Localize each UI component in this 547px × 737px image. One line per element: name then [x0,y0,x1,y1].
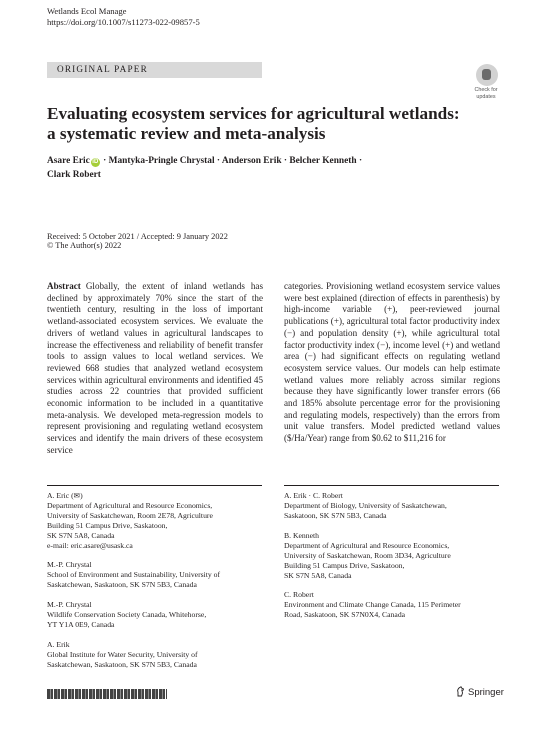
affiliation-line: B. Kenneth [284,531,320,540]
abstract-left-text: Globally, the extent of inland wetlands has declined by approximately 70% since the start of the twentieth century, resulting in the loss of important wetland-associated ecosystem services. We evaluate the drivers of wetland values in agricultural landscapes to increase the effectiveness and reliability of benefit transfer tools to assign values to local wetland services. We reviewed 668 studies that analyzed wetland ecosystem services within agricultural environments and identified 45 studies across 22 countries that provided sufficient economic information to be included in a quantitative meta-analysis. We developed meta-regression models to represent provisioning and regulating wetland ecosystem services and identify the main drivers of these ecosystem service [47,281,263,455]
affiliation-line: University of Saskatchewan, Room 3D34, Agriculture [284,551,451,560]
affiliation-line: Environment and Climate Change Canada, 115 Perimeter [284,600,461,609]
check-updates-label-2: updates [476,94,496,100]
orcid-icon[interactable]: iD [92,159,99,165]
affiliation-line: A. Erik [47,640,70,649]
affiliation-erik [47,640,267,670]
author-line-1 [47,155,377,169]
affiliation-line: Wildlife Conservation Society Canada, Whitehorse, [47,610,207,619]
journal-name: Wetlands Ecol Manage [47,6,127,16]
paper-type-bar [47,62,262,78]
affiliation-robert [284,590,504,620]
affiliation-line: A. Eric (✉) [47,491,83,500]
published-online-note-illegible [47,689,167,699]
springer-horse-icon [456,686,465,697]
check-for-updates-button[interactable] [474,64,500,100]
affiliation-line: SK S7N 5A8, Canada [284,571,352,580]
author-eric: Asare Eric [47,156,90,166]
affiliation-line: Global Institute for Water Security, University of [47,650,198,659]
affiliation-line: University of Saskatchewan, Room 2E78, Agriculture [47,511,213,520]
affiliation-erik-robert [284,491,504,521]
affiliation-line: M.-P. Chrystal [47,560,92,569]
affiliation-line: Road, Saskatoon, SK S7N0X4, Canada [284,610,406,619]
abstract-left-column [47,281,263,457]
affiliation-line: Saskatoon, SK S7N 5B3, Canada [284,511,387,520]
affiliation-chrystal-1 [47,560,267,590]
affiliation-kenneth [284,531,504,581]
title-line-1: Evaluating ecosystem services for agricultural wetlands: [47,104,460,123]
author-list [47,155,377,182]
check-updates-label-1: Check for [474,87,498,93]
affiliation-line: Building 51 Campus Drive, Saskatoon, [284,561,405,570]
affiliation-line: YT Y1A 0E9, Canada [47,620,115,629]
publisher-logo [456,686,504,698]
copyright-notice: © The Author(s) 2022 [47,241,122,250]
paper-title [47,104,467,144]
abstract-right-column: categories. Provisioning wetland ecosystem service values were best explained (direction of effects in parenthesis) by high-income variable (+), peer-reviewed journal publications (+), agricultural total factor productivity index (−) and population density (+), while agricultural total factor productivity index (−), income level (+) and wetland area (−) had significant effects on regulating wetland ecosystem service values. Our models can help estimate wetland values more reliably across similar regions because they have significantly lower transfer errors (66 and 185% absolute percentage error for the provisioning and regulating models, respectively) than the errors from unit value transfers. Model predicted wetland values ($/Ha/Year) range from $0.62 to $11,216 for [284,281,500,444]
publisher-name: Springer [468,687,504,698]
affiliation-line: Department of Biology, University of Saskatchewan, [284,501,447,510]
footnote-divider-left [47,485,262,486]
affiliation-line: A. Erik · C. Robert [284,491,343,500]
paper-type-label: ORIGINAL PAPER [57,64,148,74]
affiliation-line: Building 51 Campus Drive, Saskatoon, [47,521,168,530]
affiliation-chrystal-2 [47,600,267,630]
footnote-divider-right [284,485,499,486]
author-line-2: Clark Robert [47,169,101,180]
author-line-1-rest: · Mantyka-Pringle Chrystal · Anderson Erik · Belcher Kenneth · [100,156,363,166]
affiliation-line: Department of Agricultural and Resource Economics, [284,541,450,550]
affiliation-line: School of Environment and Sustainability, University of [47,570,221,579]
email-link[interactable]: e-mail: eric.asare@usask.ca [47,541,133,550]
doi-link[interactable]: https://doi.org/10.1007/s11273-022-09857-5 [47,17,200,27]
abstract-heading: Abstract [47,281,81,291]
affiliation-line: Saskatchewan, Saskatoon, SK S7N 5B3, Canada [47,580,197,589]
affiliation-line: Saskatchewan, Saskatoon, SK S7N 5B3, Canada [47,660,197,669]
affiliation-line: SK S7N 5A8, Canada [47,531,115,540]
received-accepted-dates: Received: 5 October 2021 / Accepted: 9 January 2022 [47,232,228,241]
affiliation-eric [47,491,267,551]
title-line-2: a systematic review and meta-analysis [47,124,326,143]
affiliation-line: Department of Agricultural and Resource Economics, [47,501,213,510]
check-updates-icon [476,64,498,86]
affiliation-line: C. Robert [284,590,314,599]
affiliation-line: M.-P. Chrystal [47,600,92,609]
